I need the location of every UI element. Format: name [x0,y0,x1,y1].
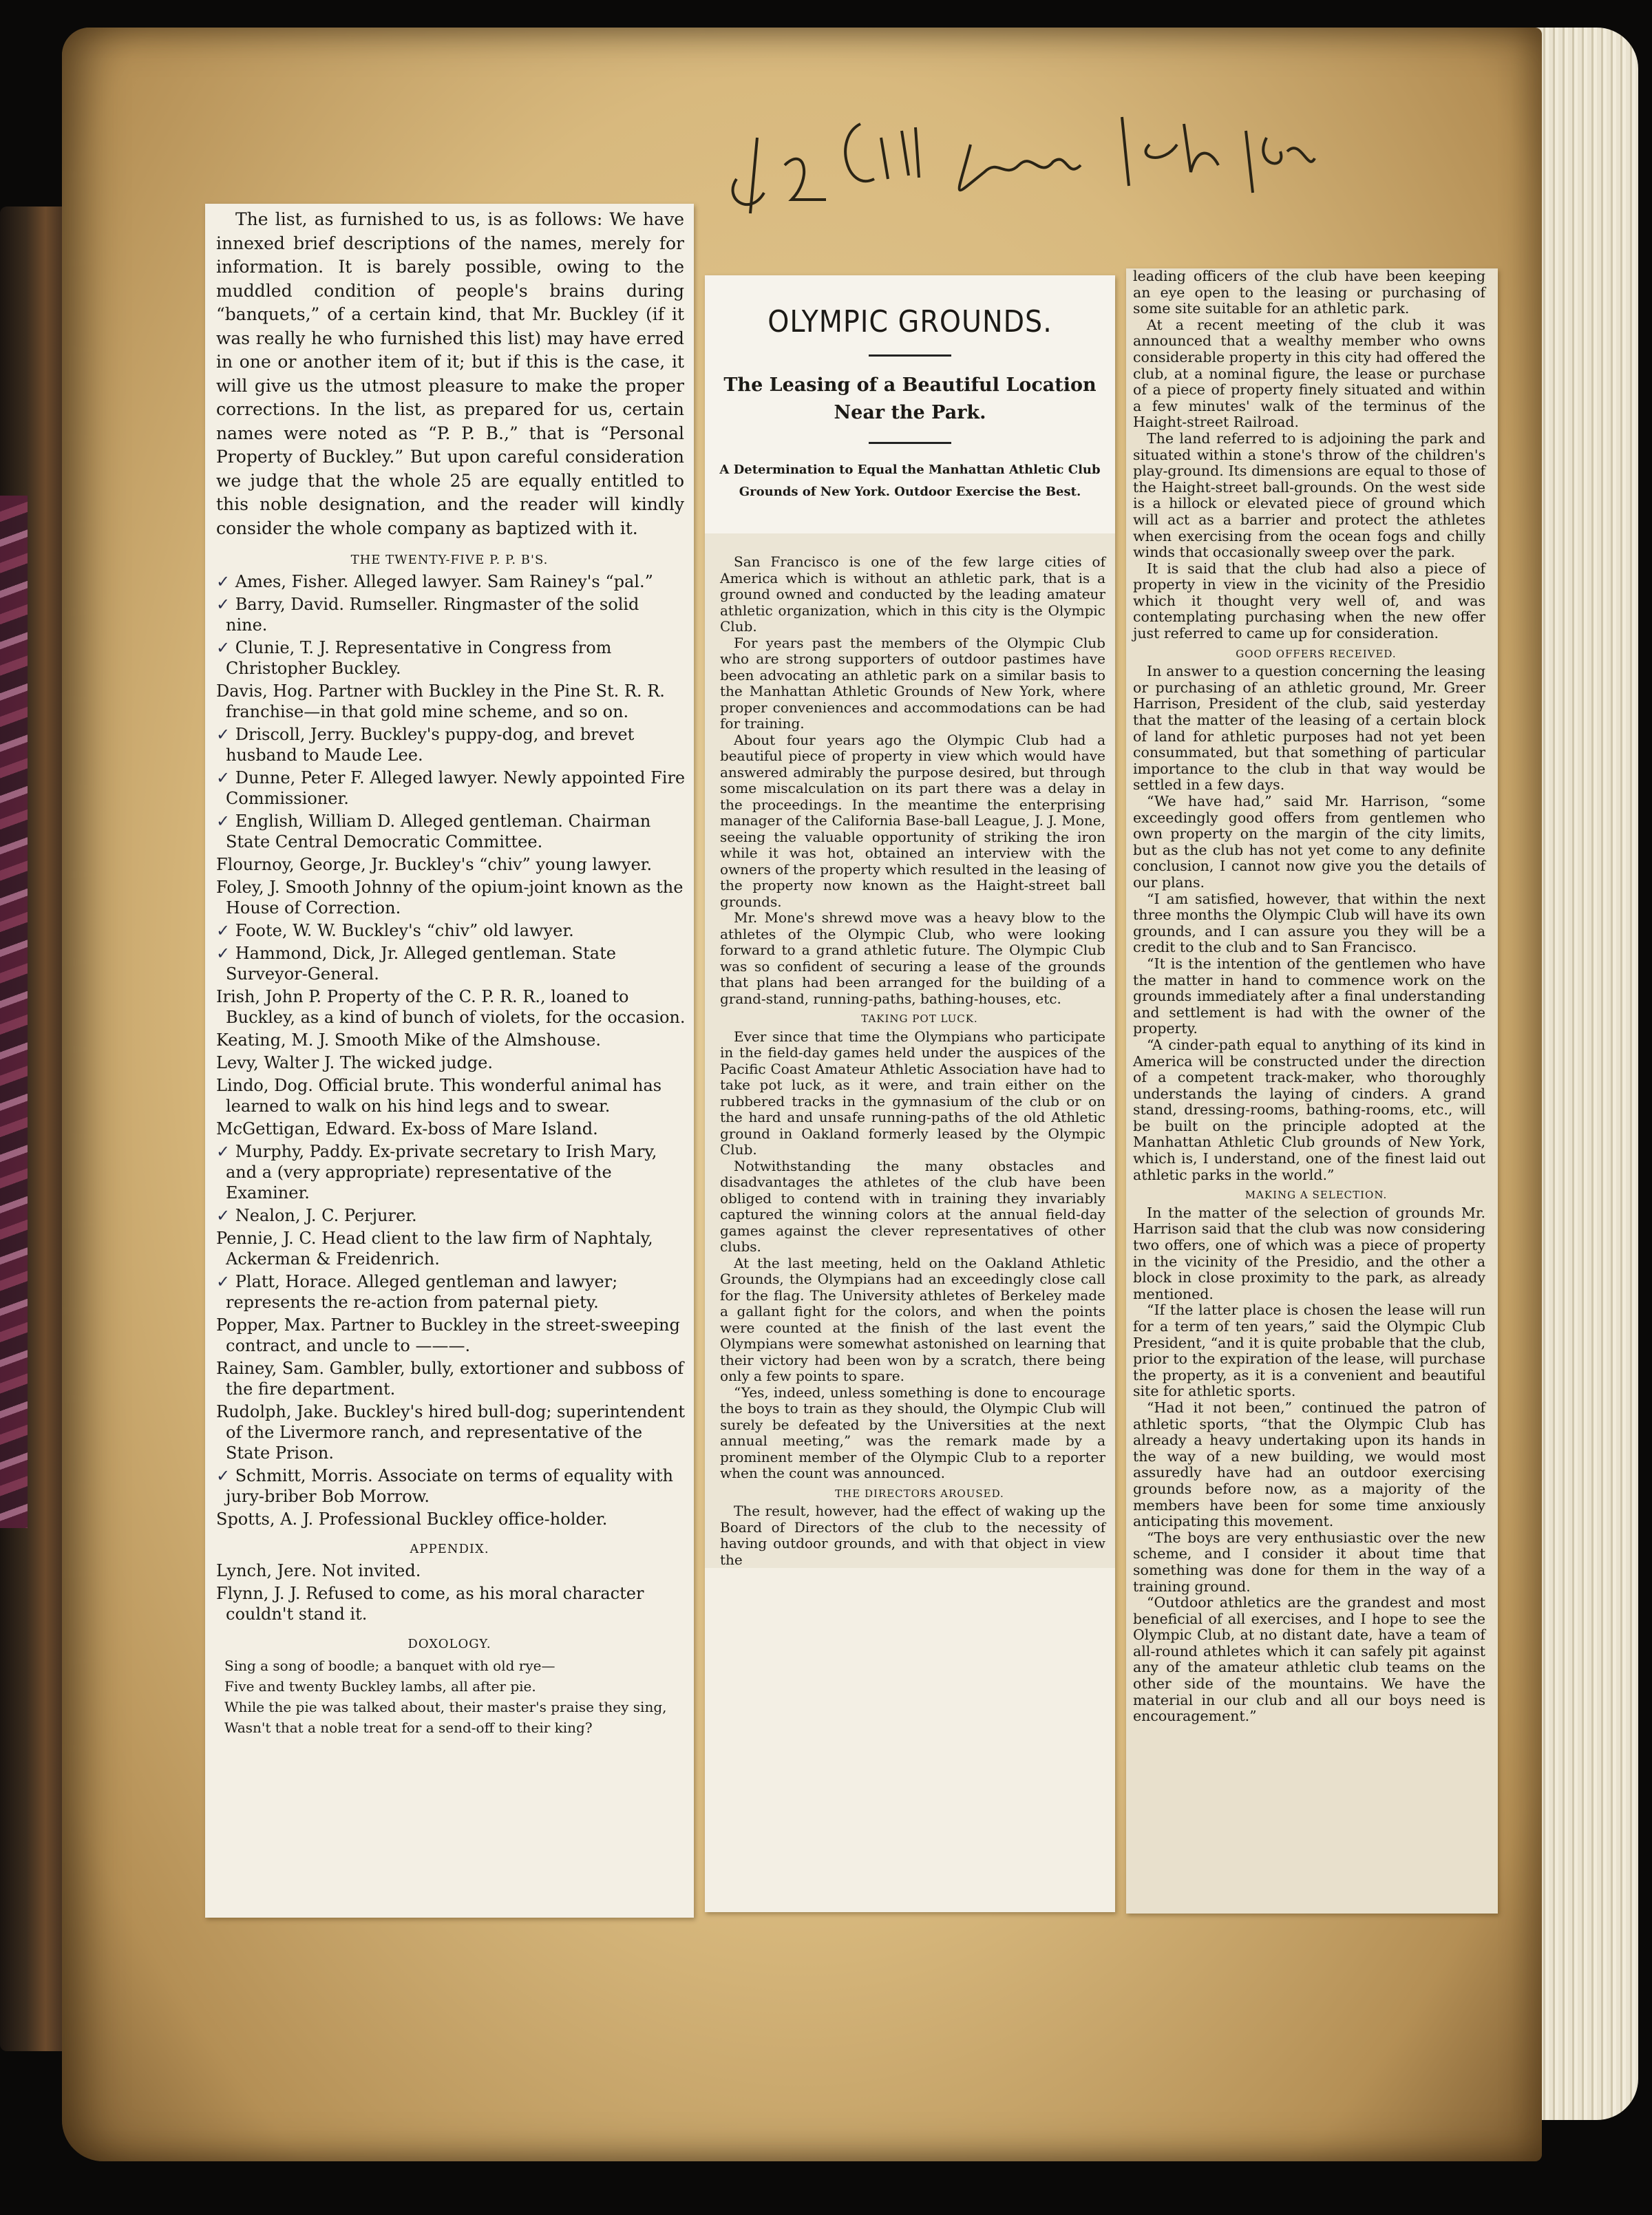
paragraph: “Outdoor athletics are the grandest and most beneficial of all exercises, and I hope to see the Olympic Club, at no distant date, have a team of all-round athletes which it can safely pit against any of the amateur athletic club teams on the other side of the mountains. We have the material in our club and all our boys need is encouragement.” [1133,1594,1485,1725]
intro-paragraph: The list, as furnished to us, is as follows: We have innexed brief descriptions of the names, merely for information. It is barely possible, owing to the muddled condition of people's brains during “banquets,” of a certain kind, that Mr. Buckley (if it was really he who furnished this list) may have erred in one or another item of it; but if this is the case, it will give us the utmost pleasure to make the proper corrections. In the list, as prepared for us, certain names were noted as “P. P. B.,” that is “Personal Property of Buckley.” But upon careful consideration we judge that the whole 25 are equally entitled to this noble designation, and the reader will kindly consider the whole company as baptized with it. [216,209,684,538]
article-body-continued [1126,268,1498,1725]
paragraph: “If the latter place is chosen the lease will run for a term of ten years,” said the Olympic Club President, “and it is quite probable that the club, prior to the expiration of the lease, will purchase the property, as it is a convenient and beautiful site for athletic sports. [1133,1302,1485,1400]
list-item: ✓ Driscoll, Jerry. Buckley's puppy-dog, and brevet husband to Maude Lee. [216,725,635,765]
paragraph: Ever since that time the Olympians who participate in the field-day games held under the auspices of the Pacific Coast Amateur Athletic Association have had to take pot luck, as it were, and train either on the rubbered tracks in the gymnasium of the club or on the hard and unsafe running-paths of the old Athletic ground in Oakland formerly leased by the Olympic Club. [720,1028,1105,1158]
list-item: ✓ Schmitt, Morris. Associate on terms of equality with jury-briber Bob Morrow. [216,1466,673,1506]
deck-rule [869,442,951,444]
paragraph: The result, however, had the effect of waking up the Board of Directors of the club to the necessity of having outdoor grounds, and with that object in view the [720,1503,1105,1568]
list-item: Lindo, Dog. Official brute. This wonderful animal has learned to walk on his hind legs and to swear. [216,1076,662,1116]
paragraph: It is said that the club had also a piece of property in view in the vicinity of the Presidio which it thought very well of, and was contemplating purchasing when the new offer just referred to came up for consideration. [1133,560,1485,642]
paragraph: In the matter of the selection of grounds Mr. Harrison said that the club was now considering two offers, one of which was a piece of property in the vicinity of the Presidio, and the other a block in close proximity to the park, as already mentioned. [1133,1204,1485,1302]
list-item: ✓ Foote, W. W. Buckley's “chiv” old lawyer. [216,921,574,940]
list-item: Davis, Hog. Partner with Buckley in the Pine St. R. R. franchise—in that gold mine scheme, and so on. [216,681,665,721]
annotation-text: S. F. Call. June 13th 189 [915,222,1000,229]
paragraph: Mr. Mone's shrewd move was a heavy blow to the athletes of the Olympic Club, who were looking forward to a grand athletic future. The Olympic Club was so confident of securing a lease of the grounds that plans had been arranged for the building of a grand-stand, running-paths, bathing-houses, etc. [720,909,1105,1007]
paragraph: “Yes, indeed, unless something is done to encourage the boys to train as they should, the Olympic Club will surely be defeated by the Universities at the next annual meeting,” was the remark made by a prominent member of the Olympic Club to a reporter when the count was announced. [720,1384,1105,1481]
doxology-heading: DOXOLOGY. [407,1637,491,1651]
list-item: Lynch, Jere. Not invited. [216,1561,421,1580]
list-subhead: THE TWENTY-FIVE P. P. B'S. [350,553,549,567]
paragraph: San Francisco is one of the few large cities of America which is without an athletic park, that is a ground owned and conducted by the leading amateur athletic organization, which in this city is the Olympic Club. [720,553,1105,635]
list-item: Rainey, Sam. Gambler, bully, extortioner and subboss of the fire department. [216,1359,684,1399]
verse-line: Sing a song of boodle; a banquet with old rye— [224,1657,555,1674]
article-subdeck: A Determination to Equal the Manhattan Athletic Club Grounds of New York. Outdoor Exercise the Best. [719,463,1101,499]
list-item: ✓ Nealon, J. C. Perjurer. [216,1206,417,1225]
paragraph: “We have had,” said Mr. Harrison, “some exceedingly good offers from gentlemen who own property on the margin of the city limits, but as the club has not yet come to any definite conclusion, I cannot now give you the details of our plans. [1133,793,1485,891]
clipping-olympic-grounds [705,275,1115,1912]
list-item: Spotts, A. J. Professional Buckley office-holder. [216,1509,608,1529]
article-title: OLYMPIC GROUNDS. [767,304,1052,339]
paragraph: Notwithstanding the many obstacles and disadvantages the athletes of the club have been obliged to contend with in training they invariably captured the winning colors at the annual field-day games against the clever representatives of other clubs. [720,1157,1105,1255]
paragraph: At the last meeting, held on the Oakland Athletic Grounds, the Olympians had an exceedingly close call for the flag. The University athletes of Berkeley made a gallant fight for the colors, and when the points were counted at the finish of the last event the Olympians were somewhat astonished on learning that their victory had been won by a scratch, there being only a few points to spare. [720,1254,1105,1384]
paragraph: At a recent meeting of the club it was announced that a wealthy member who owns considerable property in this city had offered the club, at a nominal figure, the lease or purchase of a piece of property finely situated and within a few minutes' walk of the terminus of the Haight-street Railroad. [1133,316,1485,431]
paragraph: leading officers of the club have been keeping an eye open to the leasing or purchasing of some site suitable for an athletic park. [1133,268,1485,317]
list-item: ✓ Dunne, Peter F. Alleged lawyer. Newly appointed Fire Commissioner. [216,768,686,808]
article-body [705,533,1115,1568]
list-item: ✓ Hammond, Dick, Jr. Alleged gentleman. State Surveyor-General. [216,944,616,984]
paragraph: The land referred to is adjoining the park and situated within a stone's throw of the children's play-ground. Its dimensions are equal to those of the Haight-street ball-grounds. On the west side is a hillock or elevated piece of ground which will act as a barrier and protect the athletes when exercising from the ocean fogs and chilly winds that occasionally sweep over the park. [1133,430,1485,561]
verse-line: Wasn't that a noble treat for a send-off to their king? [224,1719,593,1736]
list-item: Pennie, J. C. Head client to the law firm of Naphtaly, Ackerman & Freidenrich. [216,1229,653,1269]
list-item: ✓ Barry, David. Rumseller. Ringmaster of the solid nine. [216,595,639,635]
list-item: Levy, Walter J. The wicked judge. [216,1053,494,1072]
list-item: ✓ Ames, Fisher. Alleged lawyer. Sam Rainey's “pal.” [216,572,653,591]
list-item: ✓ Platt, Horace. Alleged gentleman and lawyer; represents the re-action from paternal piety. [216,1272,618,1312]
list-item: Keating, M. J. Smooth Mike of the Almshouse. [216,1030,601,1050]
clipping-buckley-list [205,204,694,1918]
appendix-heading: APPENDIX. [410,1542,489,1556]
marbled-endpaper [0,496,28,1528]
list-item: Rudolph, Jake. Buckley's hired bull-dog; superintendent of the Livermore ranch, and representative of the State Prison. [216,1402,685,1463]
article-deck: The Leasing of a Beautiful Location Near the Park. [723,374,1097,423]
paragraph: “A cinder-path equal to anything of its kind in America will be constructed under the direction of a competent track-maker, who thoroughly understands the laying of cinders. A grand stand, dressing-rooms, bathing-rooms, etc., will be built on the principle adopted at the Manhattan Athletic Club grounds of New York, which is, I understand, one of the finest laid out athletic parks in the world.” [1133,1036,1485,1183]
list-item: ✓ Murphy, Paddy. Ex-private secretary to Irish Mary, and a (very appropriate) representative of the Examiner. [216,1142,657,1202]
clipping-olympic-continued [1126,268,1498,1914]
title-rule [869,354,951,357]
handwritten-annotation [709,96,1328,234]
section-heading: THE DIRECTORS AROUSED. [835,1487,1004,1500]
list-item: ✓ English, William D. Alleged gentleman. Chairman State Central Democratic Committee. [216,812,651,851]
list-item: ✓ Clunie, T. J. Representative in Congress from Christopher Buckley. [216,638,612,678]
section-heading: TAKING POT LUCK. [861,1013,978,1025]
list-item: Flynn, J. J. Refused to come, as his moral character couldn't stand it. [216,1584,644,1624]
section-heading: GOOD OFFERS RECEIVED. [1236,647,1397,660]
paragraph: “Had it not been,” continued the patron of athletic sports, “that the Olympic Club has already a heavy undertaking upon its hands in the way of a new building, we would most assuredly have had an outdoor exercising grounds before now, as a majority of the members have been for some time anxiously anticipating this movement. [1133,1399,1485,1530]
list-item: Flournoy, George, Jr. Buckley's “chiv” young lawyer. [216,855,653,874]
paragraph: For years past the members of the Olympic Club who are strong supporters of outdoor pastimes have been advocating an athletic park on a similar basis to the Manhattan Athletic Grounds of New York, where proper conveniences and accommodations can be had for training. [720,634,1105,732]
entries-list [205,571,694,1529]
section-heading: MAKING A SELECTION. [1245,1189,1388,1202]
list-item: McGettigan, Edward. Ex-boss of Mare Island. [216,1119,598,1138]
paragraph: About four years ago the Olympic Club had a beautiful piece of property in view which would have answered admirably the purpose desired, but through some miscalculation on its part there was a delay in the proceedings. In the meantime the enterprising manager of the California Base-ball League, J. J. Mone, seeing the valuable opportunity of striking the iron while it was hot, obtained an interview with the owners of the property which resulted in the leasing of the property now known as the Haight-street ball grounds. [720,731,1105,910]
list-item: Popper, Max. Partner to Buckley in the street-sweeping contract, and uncle to ———. [216,1315,680,1355]
list-item: Foley, J. Smooth Johnny of the opium-joint known as the House of Correction. [216,878,684,918]
paragraph: “The boys are very enthusiastic over the new scheme, and I consider it about time that something was done for them in the way of a training ground. [1133,1529,1485,1595]
paragraph: “I am satisfied, however, that within the next three months the Olympic Club will have its own grounds, and I can assure you they will be a credit to the club and to San Francisco. [1133,890,1485,956]
list-item: Irish, John P. Property of the C. P. R. R., loaned to Buckley, as a kind of bunch of violets, for the occasion. [216,987,686,1027]
verse-line: While the pie was talked about, their master's praise they sing, [224,1699,667,1715]
verse-line: Five and twenty Buckley lambs, all after pie. [224,1678,536,1695]
article-header [705,275,1115,533]
paragraph: In answer to a question concerning the leasing or purchasing of an athletic ground, Mr. Greer Harrison, President of the club, said yesterday that the matter of the leasing of a certain block of land for athletic purposes had not yet been consummated, but that something of particular importance to the club in that way would be settled in a few days. [1133,663,1485,794]
paragraph: “It is the intention of the gentlemen who have the matter in hand to commence work on the grounds immediately after a final understanding and settlement is had with the owner of the property. [1133,955,1485,1037]
